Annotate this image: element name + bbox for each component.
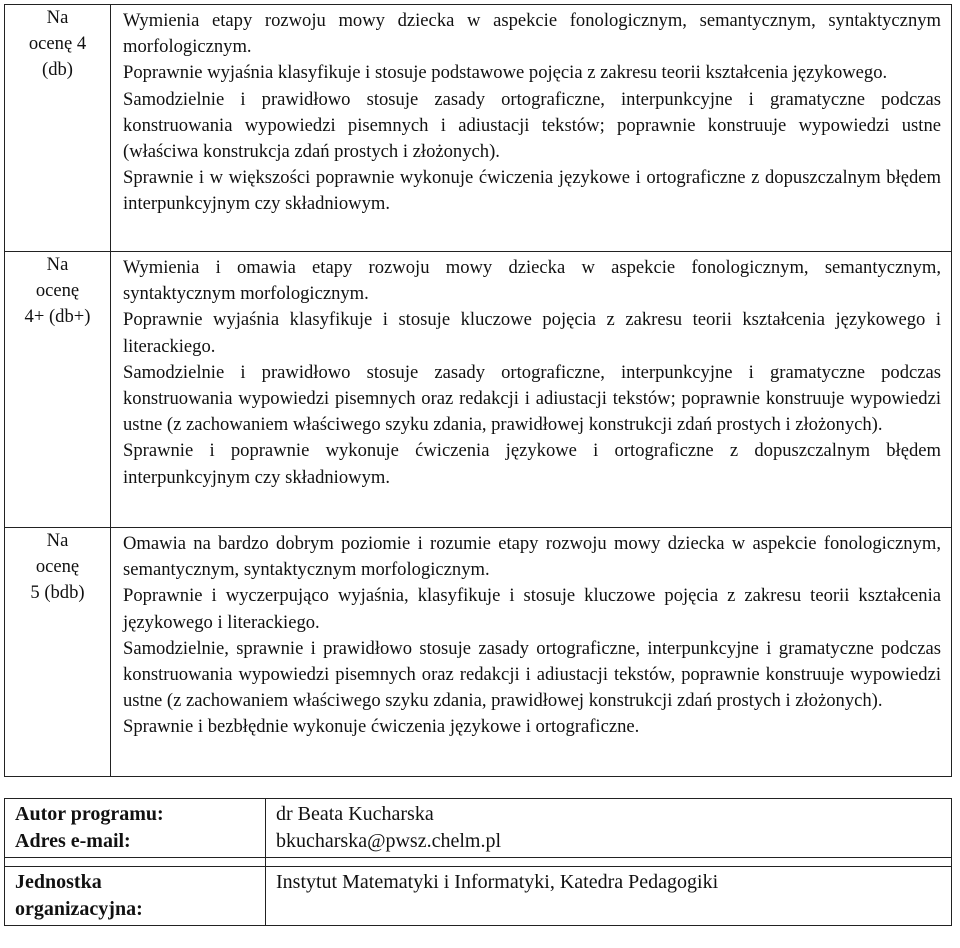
author-label: Autor programu: <box>15 803 164 825</box>
grade-label-line: 4+ (db+) <box>24 306 91 328</box>
spacer-cell <box>5 858 266 867</box>
criterion-item: Sprawnie i bezbłędnie wykonuje ćwiczenia językowe i ortograficzne. <box>123 716 640 738</box>
spacer-cell <box>266 858 952 867</box>
email-value: bkucharska@pwsz.chelm.pl <box>276 830 502 852</box>
grade-label-line: ocenę <box>35 556 80 578</box>
criterion-item: Wymienia i omawia etapy rozwoju mowy dziecka w aspekcie fonologicznym, semantycznym, syntaktycznym morfologicznym. <box>123 257 941 305</box>
criterion-item: Omawia na bardzo dobrym poziomie i rozumie etapy rozwoju mowy dziecka w aspekcie fonologicznym, semantycznym, syntaktycznym morfologicznym. <box>123 533 941 581</box>
criteria-description-4 <box>111 5 952 252</box>
criteria-row-grade-4plus <box>5 252 952 528</box>
grade-label-4plus <box>5 252 111 528</box>
unit-label <box>5 867 266 926</box>
author-email-values <box>266 799 952 858</box>
author-value: dr Beata Kucharska <box>276 803 434 825</box>
unit-label-line: Jednostka <box>15 871 102 893</box>
criterion-item: Poprawnie wyjaśnia klasyfikuje i stosuje kluczowe pojęcia z zakresu teorii kształcenia językowego i literackiego. <box>123 309 941 357</box>
criteria-row-grade-4 <box>5 5 952 252</box>
criterion-item: Sprawnie i w większości poprawnie wykonuje ćwiczenia językowe i ortograficzne z dopuszczalnym błędem interpunkcyjnym czy składniowym. <box>123 167 941 215</box>
grade-label-line: (db) <box>42 59 73 81</box>
criterion-item: Poprawnie i wyczerpująco wyjaśnia, klasyfikuje i stosuje kluczowe pojęcia z zakresu teorii kształcenia językowego i literackiego. <box>123 585 941 633</box>
criteria-description-4plus <box>111 252 952 528</box>
criteria-description-5 <box>111 528 952 777</box>
grade-label-line: ocenę 4 <box>28 33 87 55</box>
author-email-labels <box>5 799 266 858</box>
grade-label-line: Na <box>46 254 69 275</box>
program-metadata-table <box>4 798 952 926</box>
unit-label-line: organizacyjna: <box>15 898 143 920</box>
unit-row <box>5 867 952 926</box>
grade-label-line: ocenę <box>35 280 80 302</box>
grade-label-5 <box>5 528 111 777</box>
criterion-item: Samodzielnie i prawidłowo stosuje zasady ortograficzne, interpunkcyjne i gramatyczne podczas konstruowania wypowiedzi pisemnych oraz redakcji i adiustacji tekstów; poprawnie konstruuje wypowiedzi ustne (z zachowaniem właściwego szyku zdania, prawidłowej konstrukcji zdań prostych i złożonych). <box>123 361 941 436</box>
grade-label-line: Na <box>46 530 69 551</box>
email-label: Adres e-mail: <box>15 830 131 852</box>
criterion-item: Poprawnie wyjaśnia klasyfikuje i stosuje podstawowe pojęcia z zakresu teorii kształcenia językowego. <box>123 62 888 84</box>
criterion-item: Wymienia etapy rozwoju mowy dziecka w aspekcie fonologicznym, semantycznym, syntaktycznym morfologicznym. <box>123 10 941 58</box>
grade-label-4 <box>5 5 111 252</box>
criterion-item: Samodzielnie i prawidłowo stosuje zasady ortograficzne, interpunkcyjne i gramatyczne podczas konstruowania wypowiedzi pisemnych i adiustacji tekstów; poprawnie konstruuje wypowiedzi ustne (właściwa konstrukcja zdań prostych i złożonych). <box>123 88 941 163</box>
table-spacer-row <box>5 858 952 867</box>
grade-label-line: Na <box>46 7 69 28</box>
grading-criteria-table <box>4 4 952 777</box>
criteria-row-grade-5 <box>5 528 952 777</box>
criterion-item: Sprawnie i poprawnie wykonuje ćwiczenia językowe i ortograficzne z dopuszczalnym błędem interpunkcyjnym czy składniowym. <box>123 440 941 488</box>
unit-value: Instytut Matematyki i Informatyki, Katedra Pedagogiki <box>266 867 952 926</box>
grade-label-line: 5 (bdb) <box>30 582 85 604</box>
author-email-row <box>5 799 952 858</box>
criterion-item: Samodzielnie, sprawnie i prawidłowo stosuje zasady ortograficzne, interpunkcyjne i gramatyczne podczas konstruowania wypowiedzi pisemnych oraz redakcji i adiustacji tekstów, poprawnie konstruuje wypowiedzi ustne (z zachowaniem właściwego szyku zdania, prawidłowej konstrukcji zdań prostych i złożonych). <box>123 637 941 712</box>
